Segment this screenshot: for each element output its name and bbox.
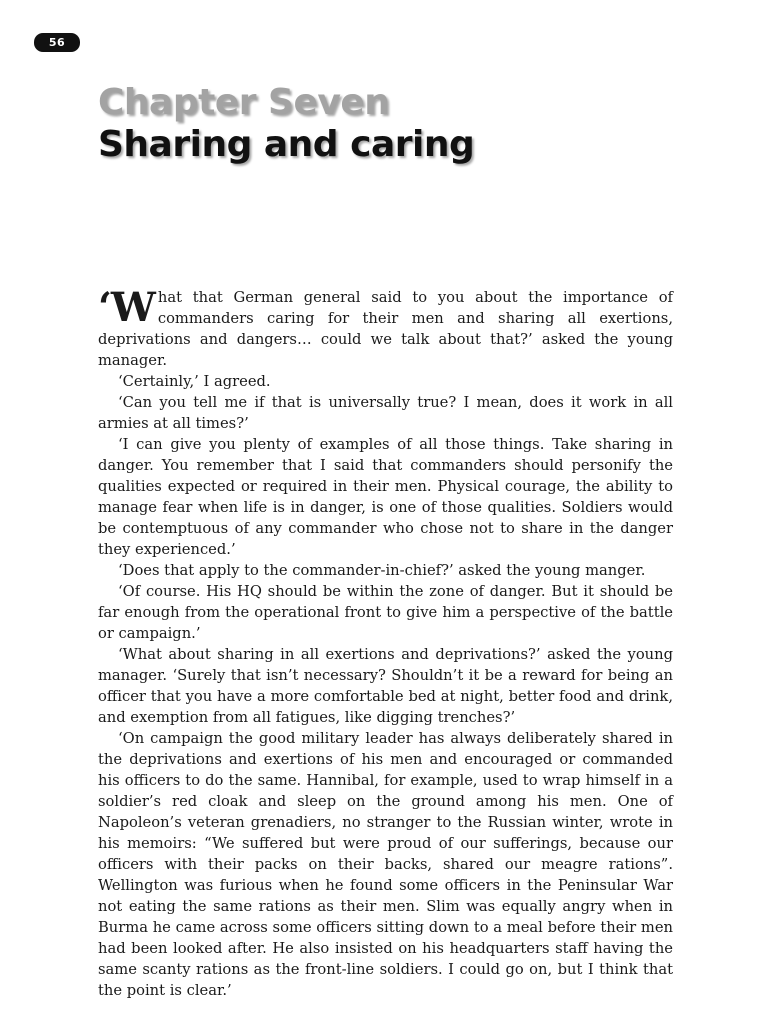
paragraph-4: ‘I can give you plenty of examples of all those things. Take sharing in danger. You remember that I said that commanders should personify the qualities expected or required in their men. Physical courage, the ability to manage fear when life is in danger, is one of those qualities. Soldiers would be contemptuous of any commander who chose not to share in the danger they experienced.’ [98,436,673,558]
drop-cap: ‘W [98,284,155,331]
page-number: 56 [34,33,80,52]
paragraph-8: ‘On campaign the good military leader has always deliberately shared in the deprivations and exertions of his men and encouraged or commanded his officers to do the same. Hannibal, for example, used to wrap himself in a soldier’s red cloak and sleep on the ground among his men. One of Napoleon’s veteran grenadiers, no stranger to the Russian winter, wrote in his memoirs: “We suffered but were proud of our sufferings, because our officers with their packs on their backs, shared our meagre rations”. Wellington was furious when he found some officers in the Peninsular War not eating the same rations as their men. Slim was equally angry when in Burma he came across some officers sitting down to a meal before their men had been looked after. He also insisted on his headquarters staff having the same scanty rations as the front-line soldiers. I could go on, but I think that the point is clear.’ [98,730,673,999]
paragraph-5: ‘Does that apply to the commander-in-chief?’ asked the young manger. [118,562,646,579]
paragraph-7: ‘What about sharing in all exertions and deprivations?’ asked the young manager. ‘Surely that isn’t necessary? Shouldn’t it be a reward for being an officer that you have a more comfortable bed at night, better food and drink, and exemption from all fatigues, like digging trenches?’ [98,646,673,726]
chapter-label: Chapter Seven [98,82,390,123]
paragraph-2: ‘Certainly,’ I agreed. [118,373,271,390]
body-text [98,284,673,1001]
chapter-title: Sharing and caring [98,124,475,165]
paragraph-1 [98,284,673,371]
paragraph-1-text: hat that German general said to you about the importance of commanders caring for their men and sharing all exertions, deprivations and dangers… could we talk about that?’ asked the young manager. [98,289,673,369]
paragraph-6: ‘Of course. His HQ should be within the zone of danger. But it should be far enough from the operational front to give him a perspective of the battle or campaign.’ [98,583,673,642]
chapter-heading [98,82,474,166]
paragraph-3: ‘Can you tell me if that is universally true? I mean, does it work in all armies at all times?’ [98,394,673,432]
